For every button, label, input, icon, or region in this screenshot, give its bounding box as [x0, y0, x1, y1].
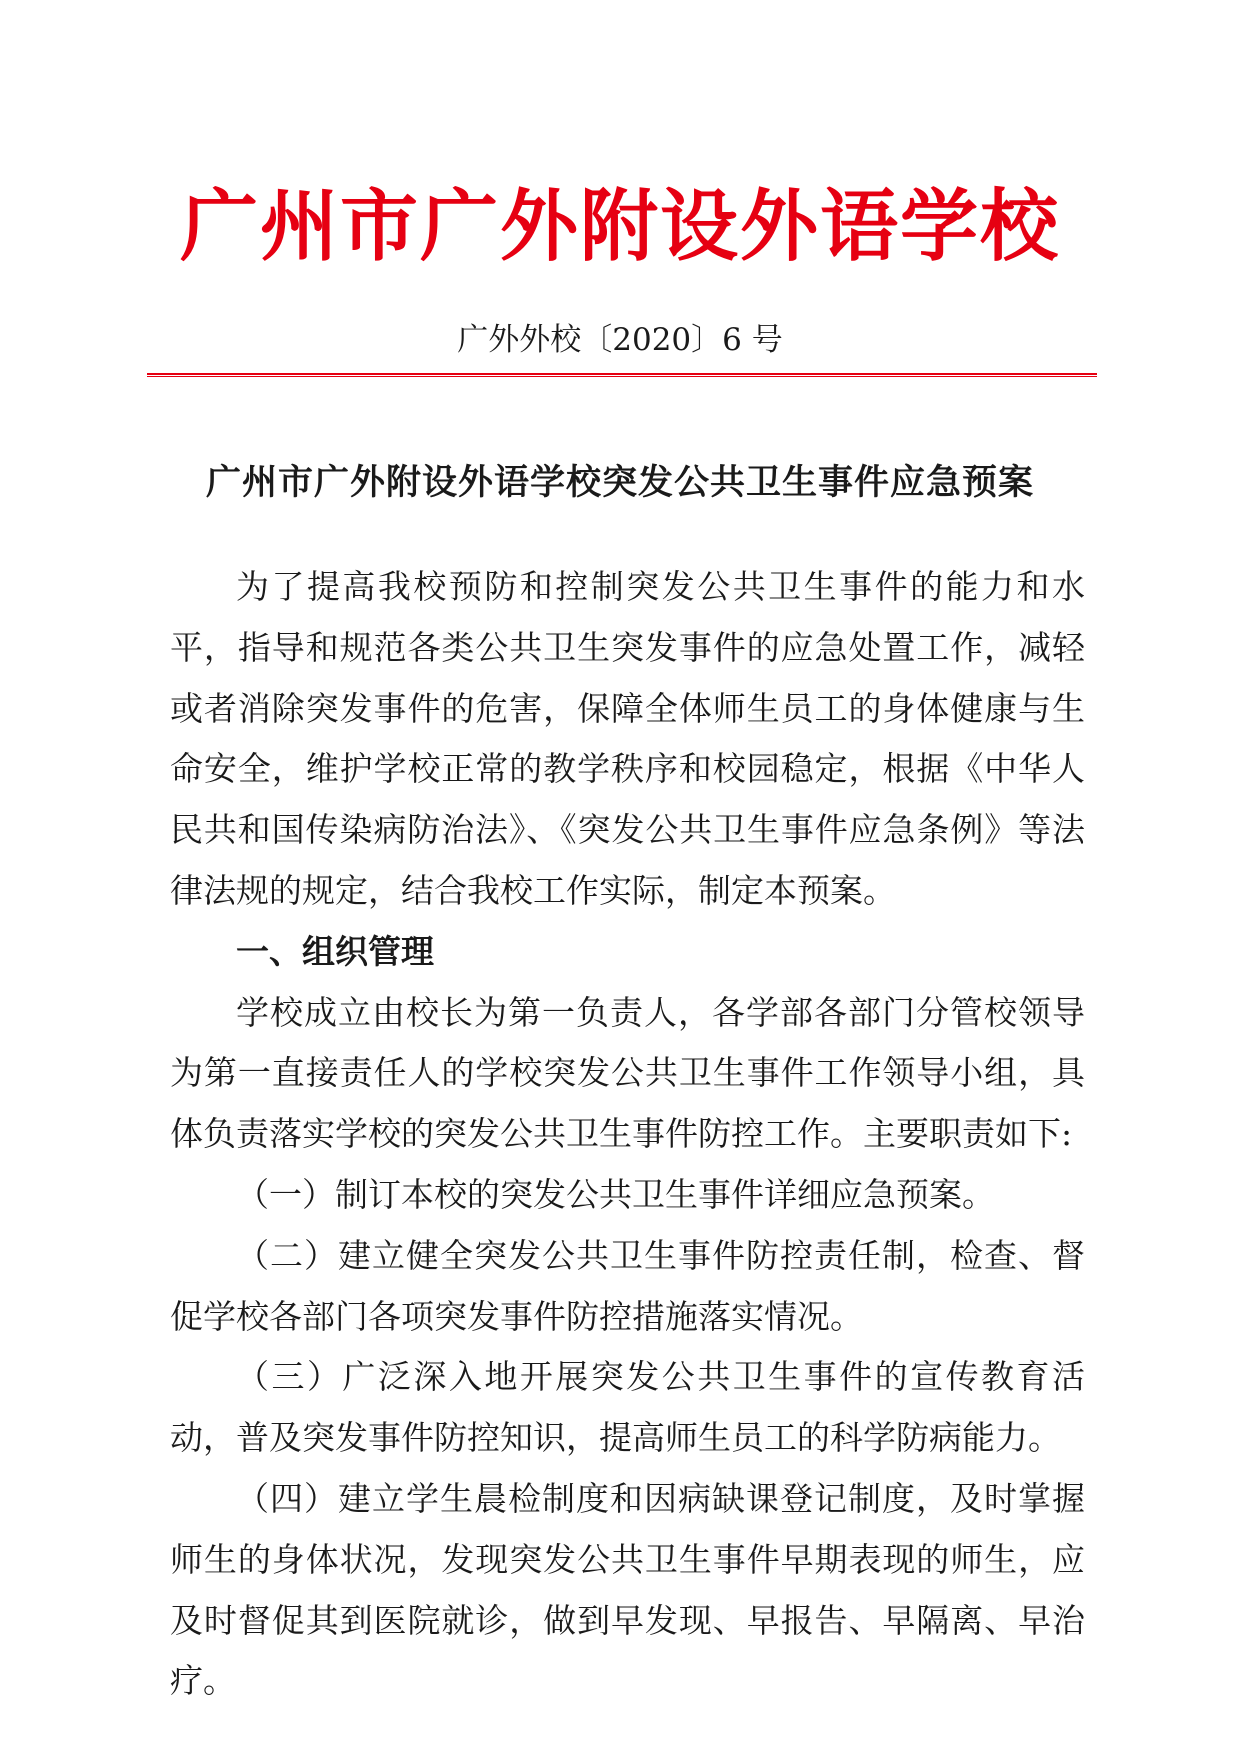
- document-title: 广州市广外附设外语学校突发公共卫生事件应急预案: [205, 462, 1034, 503]
- paragraph-preamble: 为了提高我校预防和控制突发公共卫生事件的能力和水平，指导和规范各类公共卫生突发事件的应急处置工作，减轻或者消除突发事件的危害，保障全体师生员工的身体健康与生命安全，维护学校正常的教学秩序和校园稳定，根据《中华人民共和国传染病防治法》、《突发公共卫生事件应急条例》等法律法规的规定，结合我校工作实际，制定本预案。: [170, 567, 1085, 910]
- document-number: 广外外校〔2020〕6 号: [457, 322, 783, 358]
- list-item-4: （四）建立学生晨检制度和因病缺课登记制度，及时掌握师生的身体状况，发现突发公共卫生事件早期表现的师生，应及时督促其到医院就诊，做到早发现、早报告、早隔离、早治疗。: [170, 1478, 1085, 1701]
- section-heading-organization: 一、组织管理: [236, 931, 434, 971]
- list-item-3: （三）广泛深入地开展突发公共卫生事件的宣传教育活动，普及突发事件防控知识，提高师生员工的科学防病能力。: [170, 1357, 1085, 1458]
- list-item-2: （二）建立健全突发公共卫生事件防控责任制，检查、督促学校各部门各项突发事件防控措施落实情况。: [170, 1235, 1085, 1336]
- school-masthead: 广州市广外附设外语学校: [179, 181, 1060, 272]
- paragraph-organization: 学校成立由校长为第一负责人，各学部各部门分管校领导为第一直接责任人的学校突发公共卫生事件工作领导小组，具体负责落实学校的突发公共卫生事件防控工作。主要职责如下:: [170, 992, 1085, 1154]
- list-item-1: （一）制订本校的突发公共卫生事件详细应急预案。: [236, 1174, 995, 1214]
- red-divider-line: [147, 373, 1097, 377]
- document-body: [170, 557, 1085, 1712]
